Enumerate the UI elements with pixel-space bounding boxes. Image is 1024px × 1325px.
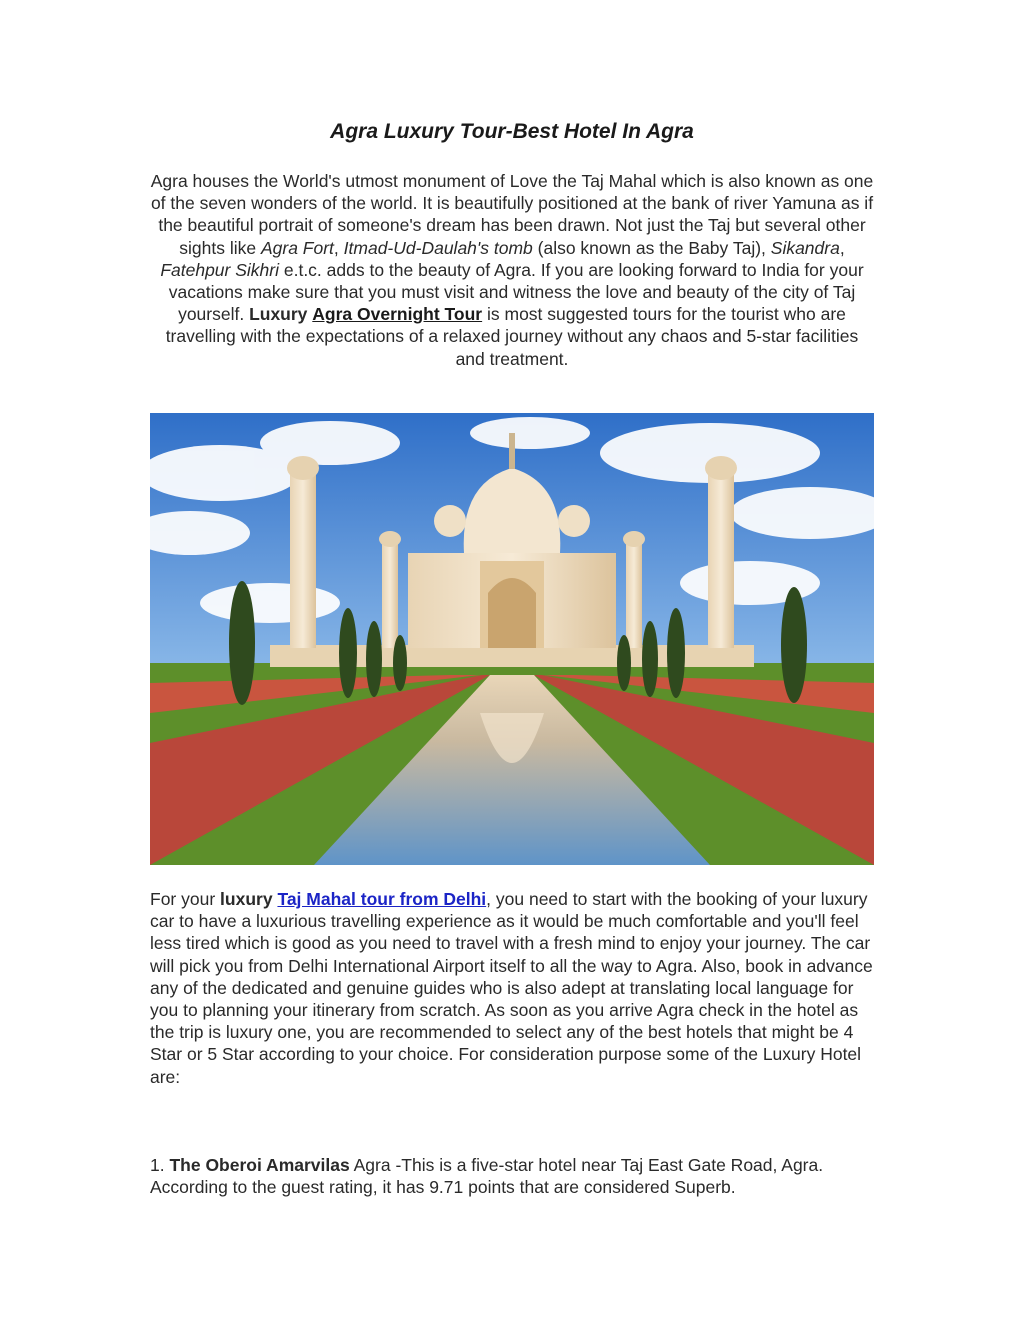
taj-mahal-tour-link[interactable]: Taj Mahal tour from Delhi — [277, 889, 487, 909]
luxury-bold-text-2: luxury — [220, 889, 273, 909]
intro-text-3: e.t.c. adds to the beauty of Agra. If you are looking forward to India for your vacations make sure that you must visit and witness the love and beauty of the city of Taj yourself. — [168, 259, 864, 325]
hotel-name: The Oberoi Amarvilas — [169, 1155, 350, 1175]
taj-mahal-photo — [150, 413, 874, 865]
dome-finial — [509, 433, 515, 469]
hotel-description: Agra -This is a five-star hotel near Taj East Gate Road, Agra. According to the guest rating, it has 9.71 points that are considered Superb. — [150, 1155, 824, 1198]
intro-paragraph: Agra houses the World's utmost monument of Love the Taj Mahal which is also known as one of the seven wonders of the world. It is beautifully positioned at the bank of river Yamuna as if the beautiful portrait of someone's dream has been drawn. Not just the Taj but several other sights like Agra Fort, Itmad-Ud-Daulah's tomb (also known as the Baby Taj), Sikandra, Fatehpur Sikhri e.t.c. adds to the beauty of Agra. If you are looking forward to India for your vacations make sure that you must visit and witness the love and beauty of the city of Taj yourself. Luxury Agra Overnight Tour is most suggested tours for the tourist who are travelling with the expectations of a relaxed journey without any chaos and 5-star facilities and treatment. — [150, 171, 874, 369]
small-dome-right — [558, 505, 590, 537]
main-arch — [488, 578, 536, 648]
sikandra-text: Sikandra — [770, 237, 840, 258]
taj-mahal-illustration — [150, 413, 874, 865]
small-dome-left — [434, 505, 466, 537]
body-text-1: For your — [150, 889, 221, 909]
itmad-ud-daulah-text: Itmad-Ud-Daulah's tomb — [343, 237, 533, 258]
page-title: Agra Luxury Tour-Best Hotel In Agra — [330, 120, 694, 143]
agra-overnight-tour-link[interactable]: Agra Overnight Tour — [312, 304, 483, 325]
intro-text-4: is most suggested tours for the tourist who are travelling with the expectations of a relaxed journey without any chaos and 5-star facilities and treatment. — [165, 304, 859, 369]
luxury-bold-text: Luxury — [249, 304, 308, 325]
hotel-list-item — [150, 1154, 874, 1198]
tour-paragraph — [150, 888, 874, 1088]
body-text-2: , you need to start with the booking of your luxury car to have a luxurious travelling experience as it would be much comfortable and you'll feel less tired which is good as you need to travel with a fresh mind to enjoy your journey. The car will pick you from Delhi International Airport itself to all the way to Agra. Also, book in advance any of the dedicated and genuine guides who is also adept at translating local language for you to planning your itinerary from scratch. As soon as you arrive Agra check in the hotel as the trip is luxury one, you are recommended to select any of the best hotels that might be 4 Star or 5 Star according to your choice. For consideration purpose some of the Luxury Hotel are: — [150, 889, 873, 1087]
fatehpur-sikhri-text: Fatehpur Sikhri — [160, 259, 279, 280]
agra-fort-text: Agra Fort — [260, 237, 334, 258]
hotel-number: 1. — [150, 1155, 170, 1175]
intro-text-1: Agra houses the World's utmost monument of Love the Taj Mahal which is also known as one of the seven wonders of the world. It is beautifully positioned at the bank of river Yamuna as if the beautiful portrait of someone's dream has been drawn. Not just the Taj but several other sights like — [150, 171, 874, 258]
intro-text-2: (also known as the Baby Taj), — [532, 237, 771, 258]
